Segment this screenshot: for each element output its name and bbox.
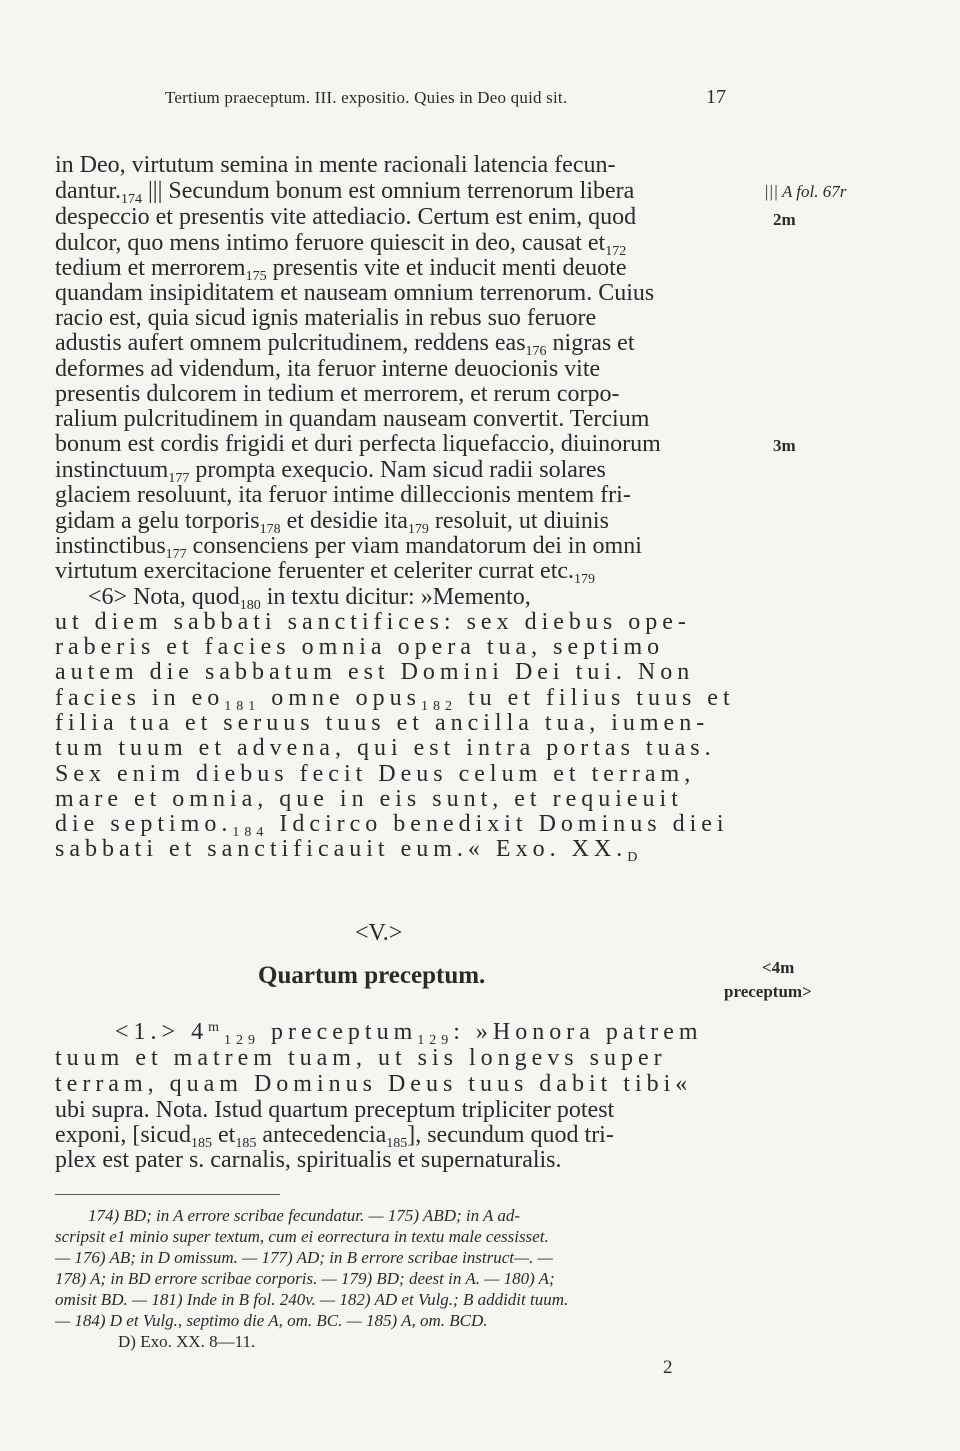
margin-note-folio: ||| A fol. 67r [764,182,847,201]
footnote-line: omisit BD. — 181) Inde in B fol. 240v. — 182) AD et Vulg.; B addidit tuum. [55,1290,569,1309]
text-line: tuum et matrem tuam, ut sis longevs super [55,1045,667,1071]
text-line: $dantur._{174}$ ||| Secundum bonum est omnium terrenorum libera [55,178,635,207]
text-line: instinctuum$_{177}$ prompta exequcio. Nam sicud radii solares [55,457,606,486]
text-line: bonum est cordis frigidi et duri perfecta liquefaccio, diuinorum [55,431,661,457]
text-line: ubi supra. Nota. Istud quartum preceptum tripliciter potest [55,1097,615,1123]
text-line: filia tua et seruus tuus et ancilla tua, iumen- [55,710,710,736]
text-line: sabbati et sanctificauit eum.« Exo. $XX._D$ [55,836,643,865]
section-number: <V.> [355,920,403,946]
text-line: adustis aufert omnem pulcritudinem, reddens eas$_{176}$ nigras et [55,330,635,359]
text-line: deformes ad videndum, ita feruor interne deuocionis vite [55,356,601,382]
footnote-line: D) Exo. XX. 8—11. [118,1332,256,1351]
section-heading: Quartum preceptum. [258,962,486,989]
text-line: gidam a gelu torporis$_{178}$ et desidie ita$_{179}$ resoluit, ut diuinis [55,508,609,537]
page-number: 17 [706,86,726,108]
text-line: Sex enim diebus fecit Deus celum et terram, [55,761,696,787]
text-line: in Deo, virtutum semina in mente racionali latencia fecun- [55,152,616,178]
text-line: presentis dulcorem in tedium et merrorem, et rerum corpo- [55,381,620,407]
running-head: Tertium praeceptum. III. expositio. Quies in Deo quid sit. [165,88,568,107]
text-line: mare et omnia, que in eis sunt, et requieuit [55,786,683,812]
margin-note-3m: 3m [773,436,796,455]
margin-note-4m: <4m [762,958,795,977]
footnote-divider [55,1194,280,1195]
text-line: instinctibus$_{177}$ consenciens per viam mandatorum dei in omni [55,533,642,562]
text-line: glaciem resoluunt, ita feruor intime dilleccionis mentem fri- [55,482,631,508]
text-line: terram, quam Dominus Deus tuus dabit tibi« [55,1071,693,1097]
text-line: despeccio et presentis vite attediacio. Certum est enim, quod [55,204,637,230]
text-line: quandam insipiditatem et nauseam omnium terrenorum. Cuius [55,280,655,306]
text-line: $<1.> 4^m_{129}$ preceptum$_{129}$: »Honora patrem [115,1019,703,1048]
footnote-line: — 176) AB; in D omissum. — 177) AD; in B errore scribae instruct—. — [55,1248,553,1267]
signature-number: 2 [663,1357,673,1378]
margin-note-preceptum: preceptum> [724,982,812,1001]
text-line: raberis et facies omnia opera tua, septimo [55,634,665,660]
text-line: ralium pulcritudinem in quandam nauseam convertit. Tercium [55,406,650,432]
text-line: virtutum exercitacione feruenter et celeriter currat $etc._{179}$ [55,558,596,587]
text-line: die $septimo._{184}$ Idcirco benedixit Dominus diei [55,811,729,840]
text-line: racio est, quia sicud ignis materialis in rebus suo feruore [55,305,597,331]
footnote-line: — 184) D et Vulg., septimo die A, om. BC. — 185) A, om. BCD. [55,1311,488,1330]
text-line: tum tuum et advena, qui est intra portas tuas. [55,735,716,761]
text-line: facies in $eo_{181}$ omne opus$_{182}$ tu et filius tuus et [55,685,735,714]
text-line: dulcor, quo mens intimo feruore quiescit in deo, causat $et_{172}$ [55,230,627,259]
footnote-line: 174) BD; in A errore scribae fecundatur. — 175) ABD; in A ad- [88,1206,521,1225]
footnote-line: scripsit e1 minio super textum, cum ei eorrectura in textu male cessisset. [55,1227,549,1246]
text-line: <6> Nota, quod$_{180}$ in textu dicitur: »Memento, [88,584,531,613]
text-line: ut diem sabbati sanctifices: sex diebus ope- [55,609,691,635]
margin-note-2m: 2m [773,210,796,229]
text-line: plex est pater s. carnalis, spiritualis et supernaturalis. [55,1147,562,1173]
text-line: exponi, [sicud$_{185}$ $et_{185}$ antecedencia$_{185}$], secundum quod tri- [55,1122,614,1151]
text-line: autem die sabbatum est Domini Dei tui. Non [55,659,695,685]
text-line: tedium et merrorem$_{175}$ presentis vite et inducit menti deuote [55,255,627,284]
footnote-line: 178) A; in BD errore scribae corporis. — 179) BD; deest in A. — 180) A; [55,1269,555,1288]
